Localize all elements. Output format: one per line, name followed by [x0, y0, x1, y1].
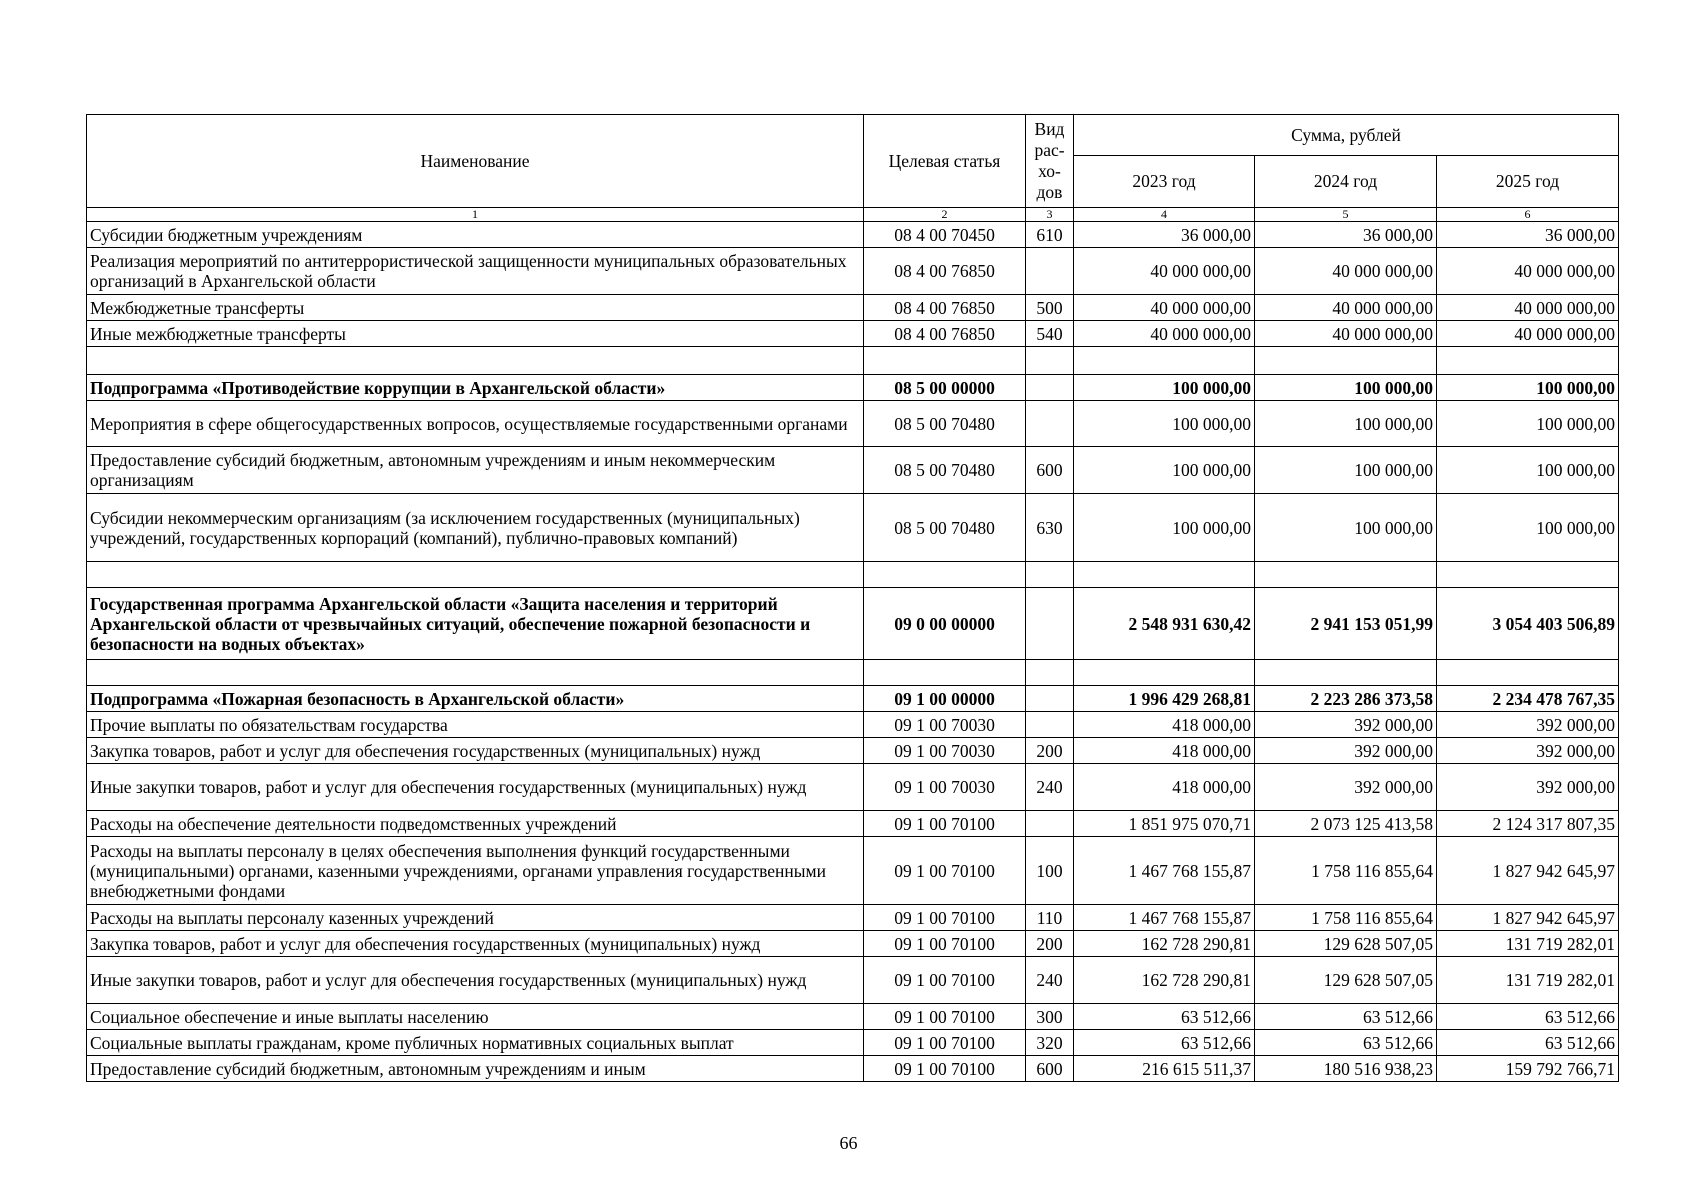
table-row — [87, 321, 1619, 347]
row-amount-2025: 131 719 282,01 — [1437, 931, 1619, 957]
row-expense-kind — [1026, 588, 1074, 660]
row-target-code: 08 4 00 76850 — [864, 321, 1026, 347]
row-amount-2025: 40 000 000,00 — [1437, 321, 1619, 347]
row-amount-2024: 180 516 938,23 — [1255, 1056, 1437, 1082]
row-expense-kind: 500 — [1026, 295, 1074, 321]
row-name: Закупка товаров, работ и услуг для обеспечения государственных (муниципальных) нужд — [87, 738, 864, 764]
row-amount-2025: 159 792 766,71 — [1437, 1056, 1619, 1082]
table-row-subprogram — [87, 686, 1619, 712]
table-row — [87, 494, 1619, 562]
table-row — [87, 931, 1619, 957]
row-amount-2023: 63 512,66 — [1074, 1030, 1255, 1056]
row-amount-2024 — [1255, 660, 1437, 686]
row-expense-kind — [1026, 248, 1074, 295]
row-target-code — [864, 562, 1026, 588]
table-row-spacer — [87, 660, 1619, 686]
row-expense-kind: 540 — [1026, 321, 1074, 347]
header-expense-kind-line-2: рас- — [1034, 140, 1065, 160]
row-amount-2024: 100 000,00 — [1255, 401, 1437, 447]
row-amount-2024: 392 000,00 — [1255, 764, 1437, 811]
row-name: Иные межбюджетные трансферты — [87, 321, 864, 347]
row-target-code: 08 4 00 76850 — [864, 295, 1026, 321]
row-target-code: 09 1 00 00000 — [864, 686, 1026, 712]
row-amount-2023: 40 000 000,00 — [1074, 321, 1255, 347]
row-name — [87, 562, 864, 588]
row-amount-2023: 100 000,00 — [1074, 494, 1255, 562]
row-name: Иные закупки товаров, работ и услуг для обеспечения государственных (муниципальных) нужд — [87, 764, 864, 811]
table-row — [87, 905, 1619, 931]
column-number-row — [87, 208, 1619, 222]
row-expense-kind — [1026, 562, 1074, 588]
row-target-code: 09 1 00 70100 — [864, 837, 1026, 905]
row-amount-2024: 2 941 153 051,99 — [1255, 588, 1437, 660]
row-amount-2025: 40 000 000,00 — [1437, 295, 1619, 321]
row-amount-2023: 1 851 975 070,71 — [1074, 811, 1255, 837]
table-row — [87, 738, 1619, 764]
row-amount-2023: 100 000,00 — [1074, 447, 1255, 494]
row-amount-2025: 100 000,00 — [1437, 401, 1619, 447]
row-target-code — [864, 660, 1026, 686]
table-row — [87, 764, 1619, 811]
row-target-code: 09 1 00 70100 — [864, 931, 1026, 957]
row-target-code: 09 0 00 00000 — [864, 588, 1026, 660]
row-amount-2024: 2 223 286 373,58 — [1255, 686, 1437, 712]
row-target-code: 08 5 00 70480 — [864, 401, 1026, 447]
row-amount-2025: 1 827 942 645,97 — [1437, 905, 1619, 931]
row-amount-2025: 100 000,00 — [1437, 494, 1619, 562]
row-amount-2023: 63 512,66 — [1074, 1004, 1255, 1030]
table-row — [87, 401, 1619, 447]
row-amount-2023: 162 728 290,81 — [1074, 931, 1255, 957]
row-amount-2023: 1 996 429 268,81 — [1074, 686, 1255, 712]
row-expense-kind — [1026, 811, 1074, 837]
row-amount-2025: 100 000,00 — [1437, 447, 1619, 494]
row-expense-kind: 240 — [1026, 957, 1074, 1004]
row-name: Подпрограмма «Пожарная безопасность в Архангельской области» — [87, 686, 864, 712]
row-name: Межбюджетные трансферты — [87, 295, 864, 321]
row-name: Предоставление субсидий бюджетным, автономным учреждениям и иным — [87, 1056, 864, 1082]
row-expense-kind: 200 — [1026, 738, 1074, 764]
row-amount-2023 — [1074, 347, 1255, 375]
row-amount-2025: 100 000,00 — [1437, 375, 1619, 401]
row-target-code: 08 4 00 70450 — [864, 222, 1026, 248]
row-amount-2025: 3 054 403 506,89 — [1437, 588, 1619, 660]
row-name: Социальные выплаты гражданам, кроме публичных нормативных социальных выплат — [87, 1030, 864, 1056]
row-name — [87, 660, 864, 686]
row-target-code: 08 5 00 70480 — [864, 447, 1026, 494]
row-amount-2024: 100 000,00 — [1255, 494, 1437, 562]
row-amount-2025: 2 124 317 807,35 — [1437, 811, 1619, 837]
row-amount-2025: 392 000,00 — [1437, 712, 1619, 738]
header-expense-kind-line-4: дов — [1036, 182, 1063, 202]
row-target-code: 08 5 00 70480 — [864, 494, 1026, 562]
row-amount-2025: 63 512,66 — [1437, 1004, 1619, 1030]
row-target-code: 09 1 00 70100 — [864, 957, 1026, 1004]
row-name: Расходы на выплаты персоналу казенных учреждений — [87, 905, 864, 931]
row-amount-2024: 2 073 125 413,58 — [1255, 811, 1437, 837]
row-amount-2024 — [1255, 347, 1437, 375]
row-target-code: 09 1 00 70030 — [864, 764, 1026, 811]
row-name: Подпрограмма «Противодействие коррупции в Архангельской области» — [87, 375, 864, 401]
row-amount-2023 — [1074, 660, 1255, 686]
row-amount-2023: 40 000 000,00 — [1074, 248, 1255, 295]
row-name — [87, 347, 864, 375]
row-target-code: 08 4 00 76850 — [864, 248, 1026, 295]
column-number-4: 4 — [1074, 208, 1255, 222]
row-amount-2023: 418 000,00 — [1074, 738, 1255, 764]
row-expense-kind: 300 — [1026, 1004, 1074, 1030]
row-expense-kind: 610 — [1026, 222, 1074, 248]
row-amount-2024: 392 000,00 — [1255, 712, 1437, 738]
row-amount-2023: 100 000,00 — [1074, 401, 1255, 447]
row-amount-2024 — [1255, 562, 1437, 588]
row-amount-2023: 1 467 768 155,87 — [1074, 905, 1255, 931]
row-name: Субсидии бюджетным учреждениям — [87, 222, 864, 248]
row-amount-2023 — [1074, 562, 1255, 588]
table-row — [87, 957, 1619, 1004]
header-expense-kind-line-1: Вид — [1034, 119, 1065, 139]
row-expense-kind: 600 — [1026, 447, 1074, 494]
row-target-code: 08 5 00 00000 — [864, 375, 1026, 401]
row-expense-kind: 320 — [1026, 1030, 1074, 1056]
row-amount-2023: 216 615 511,37 — [1074, 1056, 1255, 1082]
row-amount-2025: 36 000,00 — [1437, 222, 1619, 248]
row-expense-kind: 630 — [1026, 494, 1074, 562]
row-name: Реализация мероприятий по антитеррористической защищенности муниципальных образовательных организаций в Архангельской области — [87, 248, 864, 295]
row-amount-2024: 40 000 000,00 — [1255, 295, 1437, 321]
column-number-2: 2 — [864, 208, 1026, 222]
row-amount-2025 — [1437, 562, 1619, 588]
row-name: Расходы на выплаты персоналу в целях обеспечения выполнения функций государственными (муниципальными) органами, казенными учреждениями, органами управления государственными внебюджетными фондами — [87, 837, 864, 905]
row-expense-kind: 200 — [1026, 931, 1074, 957]
row-amount-2023: 100 000,00 — [1074, 375, 1255, 401]
row-amount-2025: 2 234 478 767,35 — [1437, 686, 1619, 712]
header-expense-kind-line-3: хо- — [1038, 161, 1061, 181]
table-row — [87, 295, 1619, 321]
row-target-code: 09 1 00 70100 — [864, 1004, 1026, 1030]
table-row — [87, 712, 1619, 738]
row-amount-2023: 36 000,00 — [1074, 222, 1255, 248]
row-amount-2024: 36 000,00 — [1255, 222, 1437, 248]
header-target-article: Целевая статья — [864, 115, 1026, 208]
table-row — [87, 1030, 1619, 1056]
table-row-subprogram — [87, 375, 1619, 401]
row-target-code: 09 1 00 70030 — [864, 712, 1026, 738]
row-amount-2023: 40 000 000,00 — [1074, 295, 1255, 321]
page-number: 66 — [839, 1133, 858, 1153]
row-amount-2025: 63 512,66 — [1437, 1030, 1619, 1056]
row-expense-kind — [1026, 686, 1074, 712]
row-amount-2024: 1 758 116 855,64 — [1255, 837, 1437, 905]
row-name: Расходы на обеспечение деятельности подведомственных учреждений — [87, 811, 864, 837]
row-amount-2023: 1 467 768 155,87 — [1074, 837, 1255, 905]
row-amount-2024: 100 000,00 — [1255, 375, 1437, 401]
header-expense-kind — [1026, 115, 1074, 208]
row-expense-kind — [1026, 401, 1074, 447]
row-name: Прочие выплаты по обязательствам государства — [87, 712, 864, 738]
row-amount-2025 — [1437, 660, 1619, 686]
row-amount-2024: 40 000 000,00 — [1255, 321, 1437, 347]
column-number-6: 6 — [1437, 208, 1619, 222]
row-expense-kind — [1026, 375, 1074, 401]
row-amount-2024: 100 000,00 — [1255, 447, 1437, 494]
row-amount-2023: 418 000,00 — [1074, 764, 1255, 811]
row-amount-2024: 392 000,00 — [1255, 738, 1437, 764]
row-amount-2024: 129 628 507,05 — [1255, 957, 1437, 1004]
table-row — [87, 1056, 1619, 1082]
table-row-spacer — [87, 562, 1619, 588]
row-name: Мероприятия в сфере общегосударственных вопросов, осуществляемые государственными органами — [87, 401, 864, 447]
table-row-program — [87, 588, 1619, 660]
row-amount-2024: 63 512,66 — [1255, 1030, 1437, 1056]
table-row — [87, 837, 1619, 905]
row-amount-2023: 2 548 931 630,42 — [1074, 588, 1255, 660]
table-row-spacer — [87, 347, 1619, 375]
header-year-2024: 2024 год — [1255, 156, 1437, 208]
row-name: Государственная программа Архангельской области «Защита населения и территорий Архангельской области от чрезвычайных ситуаций, обеспечение пожарной безопасности и безопасности на водных объектах» — [87, 588, 864, 660]
row-amount-2024: 1 758 116 855,64 — [1255, 905, 1437, 931]
row-name: Предоставление субсидий бюджетным, автономным учреждениям и иным некоммерческим организациям — [87, 447, 864, 494]
row-name: Иные закупки товаров, работ и услуг для обеспечения государственных (муниципальных) нужд — [87, 957, 864, 1004]
row-expense-kind: 110 — [1026, 905, 1074, 931]
row-expense-kind — [1026, 712, 1074, 738]
row-target-code: 09 1 00 70030 — [864, 738, 1026, 764]
table-row — [87, 447, 1619, 494]
row-target-code: 09 1 00 70100 — [864, 1030, 1026, 1056]
row-target-code: 09 1 00 70100 — [864, 905, 1026, 931]
row-amount-2024: 63 512,66 — [1255, 1004, 1437, 1030]
row-target-code: 09 1 00 70100 — [864, 811, 1026, 837]
row-amount-2025: 40 000 000,00 — [1437, 248, 1619, 295]
row-amount-2023: 162 728 290,81 — [1074, 957, 1255, 1004]
row-amount-2025: 392 000,00 — [1437, 764, 1619, 811]
row-amount-2025: 392 000,00 — [1437, 738, 1619, 764]
header-name: Наименование — [87, 115, 864, 208]
row-name: Социальное обеспечение и иные выплаты населению — [87, 1004, 864, 1030]
budget-table — [86, 114, 1619, 1082]
row-target-code — [864, 347, 1026, 375]
table-row — [87, 222, 1619, 248]
table-row — [87, 248, 1619, 295]
row-name: Закупка товаров, работ и услуг для обеспечения государственных (муниципальных) нужд — [87, 931, 864, 957]
row-amount-2023: 418 000,00 — [1074, 712, 1255, 738]
row-expense-kind — [1026, 660, 1074, 686]
row-target-code: 09 1 00 70100 — [864, 1056, 1026, 1082]
table-row — [87, 1004, 1619, 1030]
header-amount: Сумма, рублей — [1074, 115, 1619, 156]
row-expense-kind: 600 — [1026, 1056, 1074, 1082]
row-expense-kind: 100 — [1026, 837, 1074, 905]
column-number-5: 5 — [1255, 208, 1437, 222]
row-amount-2024: 129 628 507,05 — [1255, 931, 1437, 957]
header-year-2023: 2023 год — [1074, 156, 1255, 208]
row-name: Субсидии некоммерческим организациям (за исключением государственных (муниципальных) учреждений, государственных корпораций (компаний), публично-правовых компаний) — [87, 494, 864, 562]
row-expense-kind: 240 — [1026, 764, 1074, 811]
row-expense-kind — [1026, 347, 1074, 375]
row-amount-2025 — [1437, 347, 1619, 375]
column-number-1: 1 — [87, 208, 864, 222]
header-year-2025: 2025 год — [1437, 156, 1619, 208]
table-row — [87, 811, 1619, 837]
row-amount-2025: 1 827 942 645,97 — [1437, 837, 1619, 905]
row-amount-2024: 40 000 000,00 — [1255, 248, 1437, 295]
column-number-3: 3 — [1026, 208, 1074, 222]
row-amount-2025: 131 719 282,01 — [1437, 957, 1619, 1004]
